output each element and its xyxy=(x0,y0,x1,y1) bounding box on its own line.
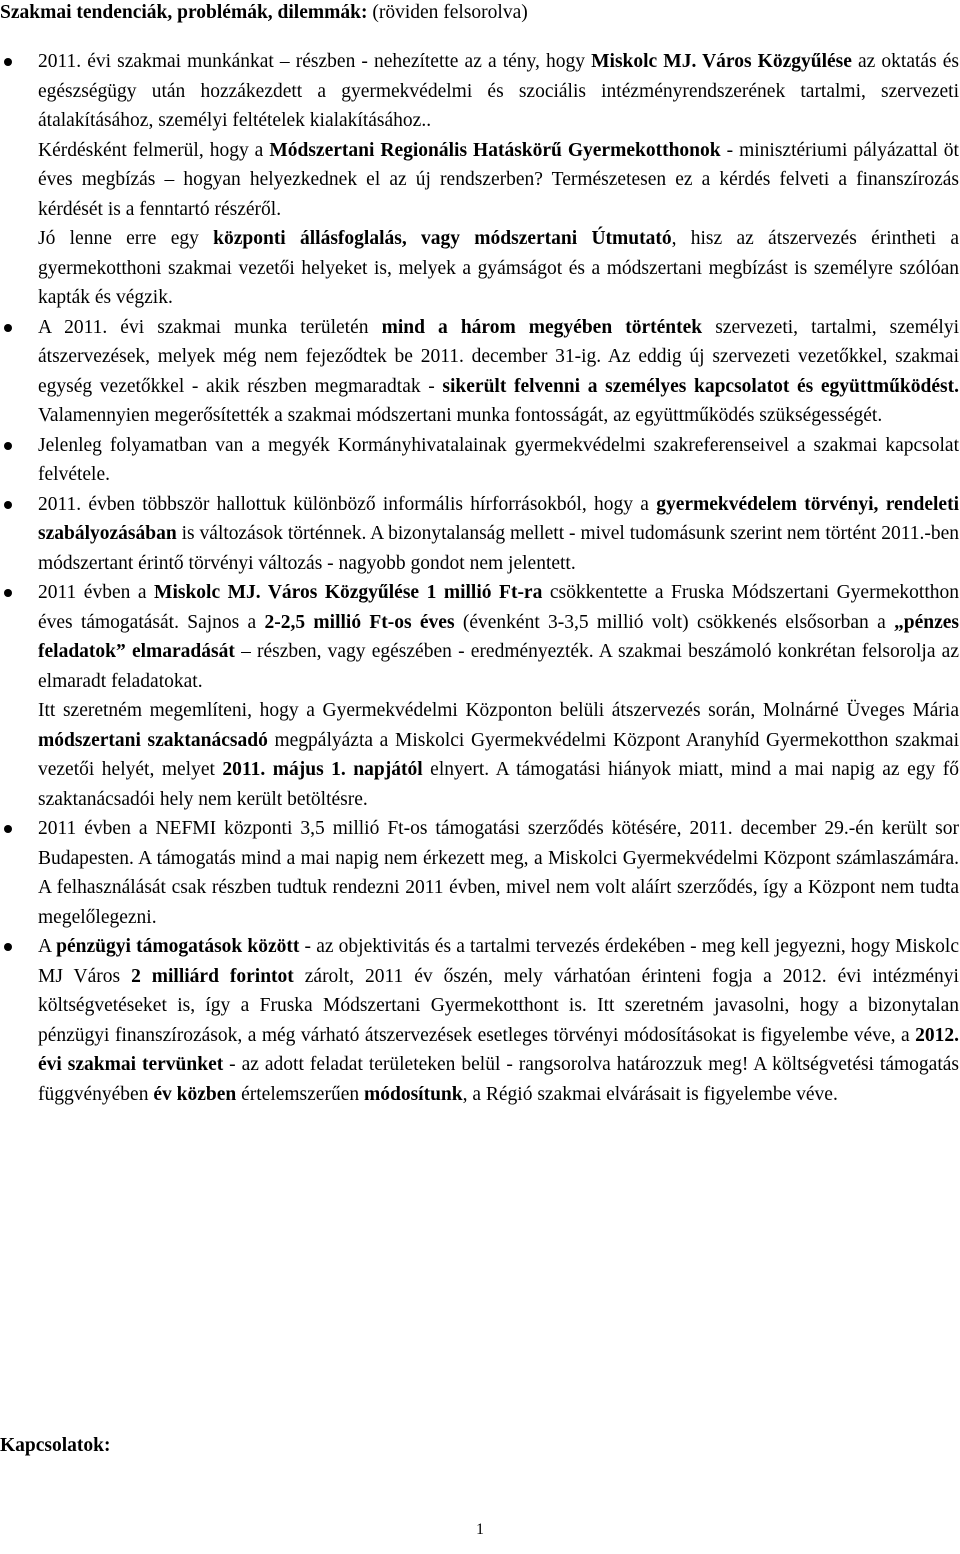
list-item xyxy=(0,313,959,431)
text-run: , a Régió szakmai elvárásait is figyelembe véve. xyxy=(462,1083,838,1105)
list-item-paragraph xyxy=(38,313,959,431)
text-run: az oktatás és egészségügy után hozzákezdett a gyermekvédelmi és szociális intézményrendszerének tartalmi, szervezeti átalakításához, személyi feltételek kialakításához.. xyxy=(38,51,959,131)
bold-text: Miskolc MJ. Város Közgyűlése xyxy=(591,51,852,72)
bold-text: 2 milliárd forintot xyxy=(131,965,294,987)
list-item xyxy=(0,578,959,814)
text-run: , hisz az átszervezés érintheti a gyermekotthoni szakmai vezetői helyeket is, melyek a gyámságot és a módszertani megbízást is személyre szólóan kapták és végzik. xyxy=(38,228,959,308)
text-run: A xyxy=(38,936,57,957)
list-item-paragraph xyxy=(38,490,959,579)
bold-text: „pénzes feladatok” elmaradását xyxy=(38,611,960,662)
text-run: 2011. évi szakmai munkánkat – részben - nehezítette az a tény, hogy xyxy=(38,51,592,72)
list-item-paragraph xyxy=(38,578,959,696)
text-run: 2011 évben a xyxy=(38,582,155,603)
list-item xyxy=(0,814,959,932)
bold-text: módszertani szaktanácsadó xyxy=(38,729,268,751)
text-run: Valamennyien megerősítették a szakmai módszertani munka fontosságát, az együttműködés szükségességét. xyxy=(38,405,883,426)
text-run: zárolt, 2011 év őszén, mely várhatóan érinteni fogja a 2012. évi intézményi költségvetéseket is, így a Fruska Módszertani Gyermekotthont is. Itt szeretném javasolni, hogy a bizonytalan pénzügyi finanszírozások, a még várható átszervezések esetleges törvényi módosításokat is figyelembe véve, a xyxy=(38,965,959,1046)
list-item xyxy=(0,431,959,490)
bold-text: év közben xyxy=(153,1083,237,1105)
page-number: 1 xyxy=(476,1521,484,1538)
text-run: - minisztériumi pályázattal öt éves megbízás – hogyan helyezkednek el az új rendszerben? Természetesen ez a kérdés felveti a finanszírozás kérdését is a fenntartó részéről. xyxy=(38,139,959,220)
bold-text: módosítunk xyxy=(363,1083,463,1105)
text-run: (évenként 3-3,5 millió volt) csökkenés elsősorban a xyxy=(454,611,895,633)
text-run: - az objektivitás és a tartalmi tervezés érdekében - meg kell jegyezni, hogy Miskolc MJ Város xyxy=(38,936,960,987)
text-run: – részben, vagy egészében - eredményezték. A szakmai beszámoló konkrétan felsorolja az elmaradt feladatokat. xyxy=(38,641,959,692)
list-item xyxy=(0,47,959,313)
bold-text: pénzügyi támogatások között xyxy=(56,936,300,957)
text-run: A 2011. évi szakmai munka területén xyxy=(38,316,382,338)
bold-text: mind a három megyében történtek xyxy=(381,316,703,338)
list-item xyxy=(0,932,959,1109)
text-run: - az adott feladat területeken belül - rangsorolva határozzuk meg! A költségvetési támogatás függvényében xyxy=(38,1054,959,1105)
text-run: Jó lenne erre egy xyxy=(38,228,214,249)
text-run: 2011. évben többször hallottuk különböző informális hírforrásokból, hogy a xyxy=(38,493,657,515)
list-item-paragraph xyxy=(38,136,959,225)
bold-text: gyermekvédelem törvényi, rendeleti szabályozásában xyxy=(38,493,959,544)
list-item-paragraph xyxy=(38,932,959,1109)
text-run: elnyert. A támogatási hiányok miatt, mind a mai napig az egy fő szaktanácsadói hely nem került betöltésre. xyxy=(38,759,959,810)
page-title-normal: (röviden felsorolva) xyxy=(367,2,528,23)
text-run: Itt szeretném megemlíteni, hogy a Gyermekvédelmi Központon belüli átszervezés során, Molnárné Üveges Mária xyxy=(38,700,959,721)
text-run: értelemszerűen xyxy=(236,1083,364,1105)
bullet-icon xyxy=(4,442,12,450)
bullet-icon xyxy=(4,58,12,66)
list-item-paragraph xyxy=(38,814,959,932)
page-title-bold: Szakmai tendenciák, problémák, dilemmák: xyxy=(0,2,368,23)
bold-text: sikerült felvenni a személyes kapcsolatot és együttműködést. xyxy=(442,375,959,397)
text-run: Jelenleg folyamatban van a megyék Kormányhivatalainak gyermekvédelmi szakreferenseivel a szakmai kapcsolat felvétele. xyxy=(38,434,959,485)
text-run: is változások történnek. A bizonytalanság mellett - mivel tudomásunk szerint nem történt 2011.-ben módszertant érintő törvényi változás - nagyobb gondot nem jelentett. xyxy=(38,523,959,574)
bold-text: Módszertani Regionális Hatáskörű Gyermekotthonok xyxy=(269,139,721,161)
bullet-list xyxy=(0,47,960,1109)
bullet-icon xyxy=(4,589,12,597)
bold-text: Miskolc MJ. Város Közgyűlése 1 millió Ft-ra xyxy=(154,582,543,603)
text-run: Kérdésként felmerül, hogy a xyxy=(38,139,270,161)
list-item-paragraph xyxy=(38,224,959,313)
bold-text: 2011. május 1. napjától xyxy=(222,759,423,780)
text-run: szervezeti, tartalmi, személyi átszervezések, melyek még nem fejeződtek be 2011. december 31-ig. Az eddig új szervezeti vezetőkkel, szakmai egység vezetőkkel - akik részben megmaradtak - xyxy=(38,316,959,397)
bold-text: 2012. évi szakmai tervünket xyxy=(38,1024,959,1075)
section-heading-kapcsolatok: Kapcsolatok: xyxy=(0,1435,111,1456)
bullet-icon xyxy=(4,324,12,332)
bold-text: központi állásfoglalás, vagy módszertani Útmutató xyxy=(213,228,672,249)
bullet-icon xyxy=(4,825,12,833)
list-item-paragraph xyxy=(38,431,959,490)
list-item-paragraph xyxy=(38,47,959,136)
list-item-paragraph xyxy=(38,696,959,814)
page-title xyxy=(0,0,720,26)
text-run: 2011 évben a NEFMI központi 3,5 millió Ft-os támogatási szerződés kötésére, 2011. december 29.-én került sor Budapesten. A támogatás mind a mai napig nem érkezett meg, a Miskolci Gyermekvédelmi Központ számlaszámára. A felhasználását csak részben tudtuk rendezni 2011 évben, mivel nem volt aláírt szerződés, így a Központ nem tudta megelőlegezni. xyxy=(38,818,959,928)
bullet-icon xyxy=(4,943,12,951)
text-run: megpályázta a Miskolci Gyermekvédelmi Központ Aranyhíd Gyermekotthon szakmai vezetői helyét, melyet xyxy=(38,729,959,780)
bullet-icon xyxy=(4,501,12,509)
bold-text: 2-2,5 millió Ft-os éves xyxy=(264,611,455,633)
list-item xyxy=(0,490,959,579)
text-run: csökkentette a Fruska Módszertani Gyermekotthon éves támogatását. Sajnos a xyxy=(38,582,959,633)
